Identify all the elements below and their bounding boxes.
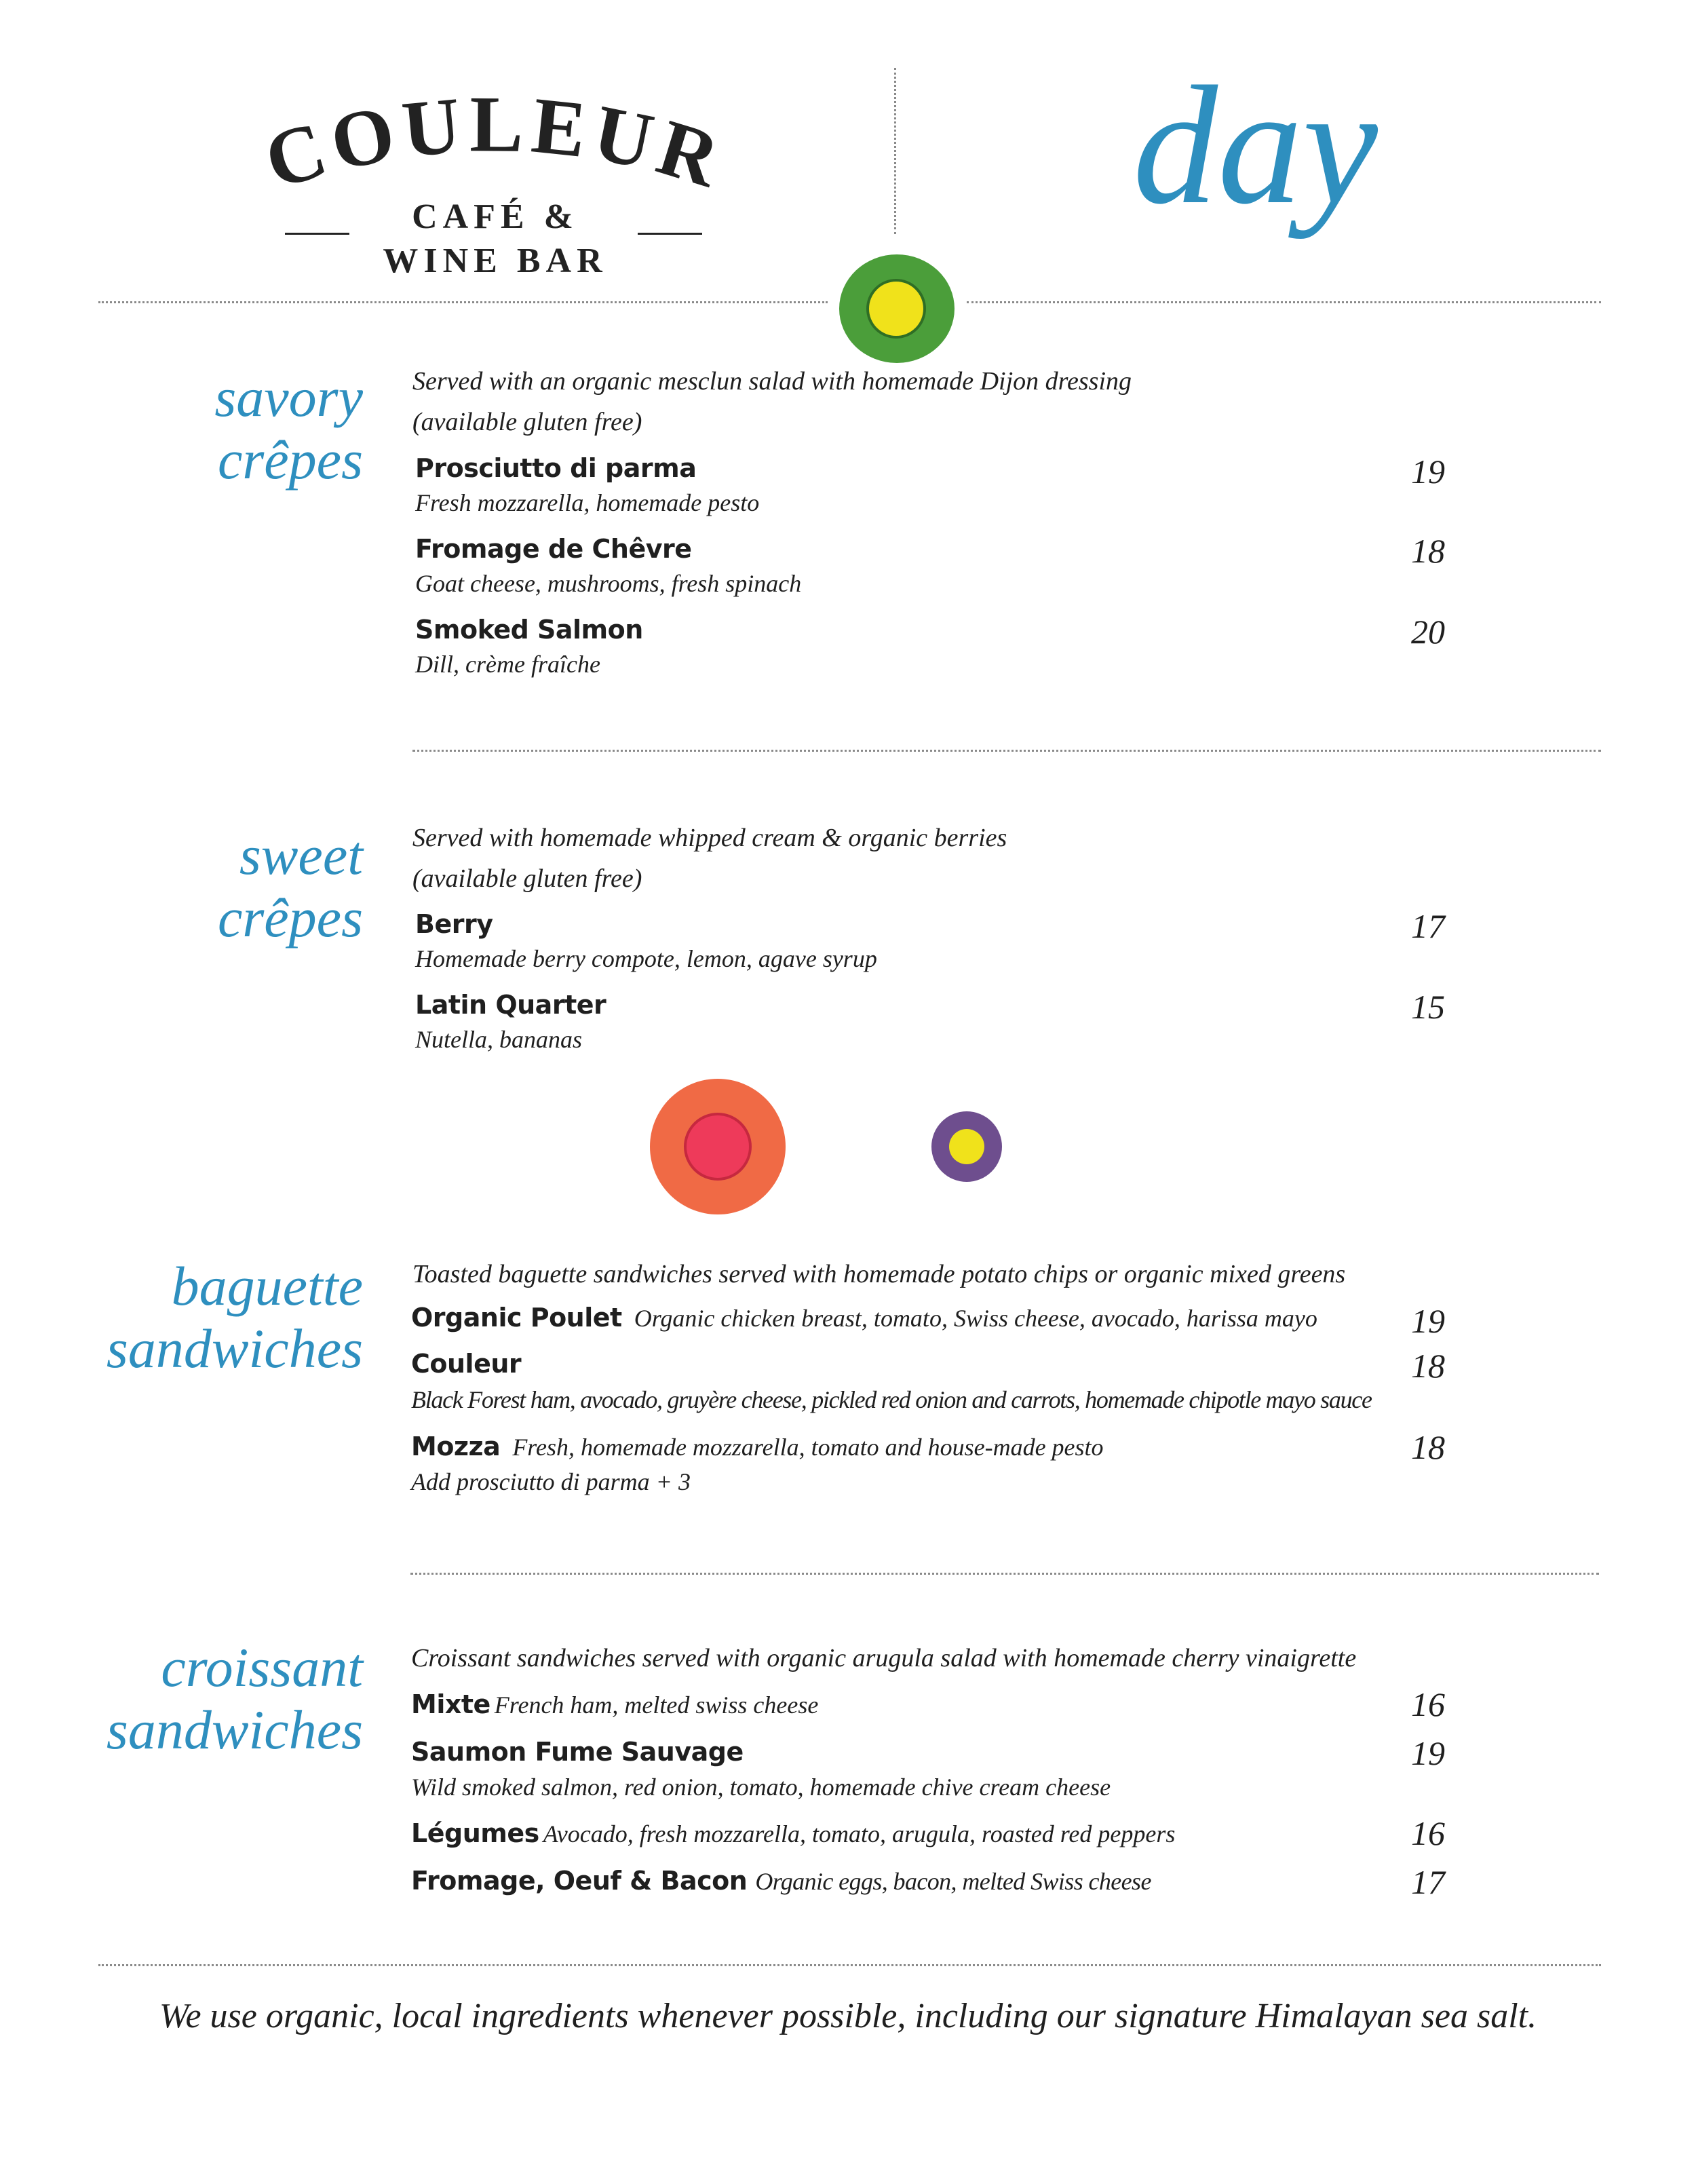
menu-item-desc: Fresh mozzarella, homemade pesto <box>415 489 760 516</box>
purple-dot-center <box>949 1129 984 1164</box>
green-dot-decoration <box>839 254 955 363</box>
section-intro: Croissant sandwiches served with organic arugula salad with homemade cherry vinaigrette <box>411 1644 1357 1672</box>
menu-item-desc: Avocado, fresh mozzarella, tomato, arugula, roasted red peppers <box>543 1820 1176 1847</box>
logo-title: COULEUR <box>254 81 736 206</box>
menu-item-name <box>411 1432 1104 1461</box>
menu-item-price: 19 <box>1411 1302 1445 1340</box>
logo-rule-left <box>285 233 349 235</box>
orange-dot-center <box>684 1113 752 1181</box>
menu-item-desc: Organic chicken breast, tomato, Swiss cheese, avocado, harissa mayo <box>634 1305 1317 1332</box>
section-intro-note: (available gluten free) <box>412 408 642 436</box>
menu-item-name: Fromage de Chêvre <box>415 534 692 564</box>
section-title-croissant-sandwiches <box>107 1636 363 1761</box>
menu-item-price: 19 <box>1411 1734 1445 1772</box>
menu-item-extra: Add prosciutto di parma + 3 <box>411 1468 691 1495</box>
logo-subtitle-line2: WINE BAR <box>383 242 608 280</box>
header-divider <box>894 68 896 234</box>
section-divider <box>412 750 1601 752</box>
header-rule-right <box>967 301 1601 303</box>
menu-item-name: Saumon Fume Sauvage <box>411 1737 744 1767</box>
menu-item-price: 20 <box>1411 613 1445 651</box>
section-intro: Served with an organic mesclun salad with homemade Dijon dressing <box>412 367 1132 396</box>
menu-item-name-text: Fromage, Oeuf & Bacon <box>411 1866 748 1896</box>
menu-item-price: 15 <box>1411 988 1445 1026</box>
menu-item-name <box>411 1866 1151 1896</box>
menu-item-name: Smoked Salmon <box>415 615 643 645</box>
logo-rule-right <box>638 233 702 235</box>
menu-item-desc: Fresh, homemade mozzarella, tomato and house-made pesto <box>512 1434 1104 1461</box>
section-divider <box>410 1573 1599 1575</box>
menu-name: day <box>1133 52 1378 240</box>
orange-dot-decoration <box>650 1079 786 1214</box>
menu-item-name-text: Légumes <box>411 1818 539 1848</box>
section-intro-note: (available gluten free) <box>412 864 642 893</box>
green-dot-center <box>866 279 926 339</box>
menu-item-desc: Black Forest ham, avocado, gruyère cheese, pickled red onion and carrots, homemade chipotle mayo sauce <box>411 1386 1372 1413</box>
menu-item-name: Berry <box>415 909 493 939</box>
footer-note: We use organic, local ingredients whenever possible, including our signature Himalayan sea salt. <box>159 1997 1537 2035</box>
menu-item-price: 19 <box>1411 453 1445 491</box>
section-title-line2: crêpes <box>217 887 363 949</box>
menu-item-price: 16 <box>1411 1814 1445 1852</box>
section-intro: Served with homemade whipped cream & organic berries <box>412 824 1007 852</box>
section-title-line2: sandwiches <box>106 1699 363 1761</box>
menu-item-price: 18 <box>1411 1347 1445 1385</box>
menu-item-name <box>411 1303 1317 1333</box>
menu-item-price: 17 <box>1411 907 1445 945</box>
section-title-line1: sweet <box>239 824 363 886</box>
section-intro: Toasted baguette sandwiches served with homemade potato chips or organic mixed greens <box>412 1260 1346 1288</box>
menu-item-name: Latin Quarter <box>415 990 606 1020</box>
menu-item-name: Couleur <box>411 1349 522 1379</box>
menu-item-desc: Dill, crème fraîche <box>415 651 600 678</box>
svg-text:COULEUR <box>255 81 736 206</box>
menu-item-price: 18 <box>1411 532 1445 570</box>
menu-item-name <box>411 1818 1175 1848</box>
section-title-line2: crêpes <box>217 429 363 491</box>
menu-item-desc: Homemade berry compote, lemon, agave syrup <box>415 945 877 972</box>
logo-subtitle-line1: CAFÉ & <box>412 197 579 236</box>
menu-item-price: 16 <box>1411 1685 1445 1723</box>
menu-item-name-text: Mixte <box>411 1689 490 1719</box>
menu-item-name <box>411 1689 818 1719</box>
section-title-baguette-sandwiches <box>107 1255 363 1380</box>
section-title-savory-crepes <box>214 366 363 491</box>
section-title-line2: sandwiches <box>106 1318 363 1379</box>
menu-item-name-text: Mozza <box>411 1432 501 1461</box>
footer-divider <box>98 1964 1601 1966</box>
menu-item-name-text: Organic Poulet <box>411 1303 622 1333</box>
menu-item-desc: French ham, melted swiss cheese <box>494 1691 819 1719</box>
menu-item-desc: Nutella, bananas <box>415 1026 583 1053</box>
menu-item-price: 18 <box>1411 1428 1445 1466</box>
menu-item-desc: Organic eggs, bacon, melted Swiss cheese <box>755 1868 1151 1895</box>
menu-item-name: Prosciutto di parma <box>415 453 697 483</box>
section-title-line1: savory <box>214 366 363 428</box>
menu-item-desc: Wild smoked salmon, red onion, tomato, homemade chive cream cheese <box>411 1774 1111 1801</box>
header-rule-left <box>98 301 828 303</box>
menu-item-price: 17 <box>1411 1863 1445 1901</box>
section-title-line1: baguette <box>171 1255 363 1317</box>
section-title-line1: croissant <box>161 1636 363 1698</box>
section-title-sweet-crepes <box>218 824 363 949</box>
purple-dot-decoration <box>931 1111 1002 1182</box>
menu-item-desc: Goat cheese, mushrooms, fresh spinach <box>415 570 802 597</box>
